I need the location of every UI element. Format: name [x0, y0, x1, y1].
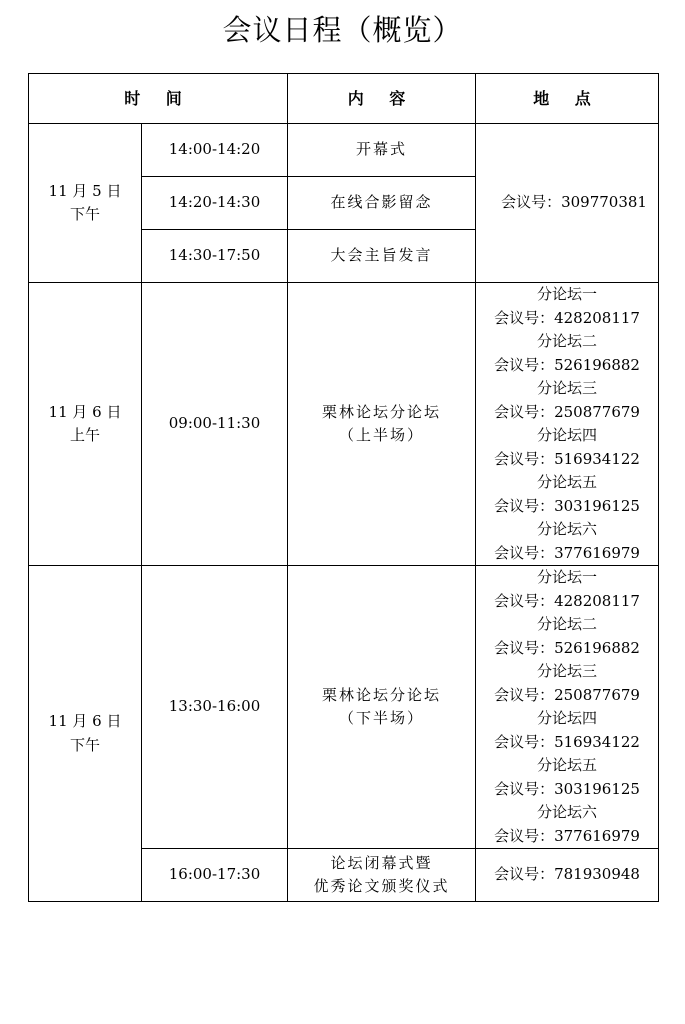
- table-header-row: [29, 74, 659, 124]
- forum-name: 分论坛四: [537, 426, 598, 444]
- date-label: 11 月 6 日: [48, 712, 122, 730]
- time-cell: 09:00-11:30: [142, 283, 288, 566]
- venue-cell-closing: 会议号：781930948: [476, 849, 659, 902]
- period-label: 上午: [69, 426, 100, 444]
- forum-name: 分论坛三: [537, 662, 598, 680]
- period-label: 下午: [69, 205, 100, 223]
- meeting-code: 会议号：303196125: [494, 496, 640, 515]
- forum-name: 分论坛五: [537, 756, 598, 774]
- content-cell: [288, 283, 476, 566]
- content-line: 栗林论坛分论坛: [322, 402, 442, 421]
- content-cell: 大会主旨发言: [288, 230, 476, 283]
- meeting-code: 会议号：428208117: [494, 591, 640, 610]
- content-cell: 在线合影留念: [288, 177, 476, 230]
- time-cell: 14:20-14:30: [142, 177, 288, 230]
- content-cell: 开幕式: [288, 124, 476, 177]
- date-cell-day2-am: [29, 283, 142, 566]
- meeting-code: 会议号：428208117: [494, 308, 640, 327]
- venue-list-am: [476, 283, 659, 566]
- meeting-code: 会议号：526196882: [494, 355, 640, 374]
- forum-name: 分论坛六: [537, 520, 598, 538]
- content-cell: [288, 566, 476, 849]
- time-cell: 14:30-17:50: [142, 230, 288, 283]
- venue-cell-day1: 会议号：309770381: [476, 124, 659, 283]
- table-row: [29, 283, 659, 566]
- forum-name: 分论坛二: [537, 332, 598, 350]
- meeting-code: 会议号：516934122: [494, 732, 640, 751]
- meeting-code: 会议号：303196125: [494, 779, 640, 798]
- period-label: 下午: [69, 735, 100, 754]
- meeting-code: 会议号：526196882: [494, 638, 640, 657]
- forum-name: 分论坛三: [537, 379, 598, 397]
- table-row: [29, 566, 659, 849]
- content-line: （上半场）: [339, 426, 425, 444]
- forum-name: 分论坛一: [537, 568, 598, 586]
- forum-name: 分论坛四: [537, 709, 598, 727]
- meeting-code: 会议号：377616979: [494, 826, 640, 845]
- schedule-table: [28, 73, 659, 902]
- content-line: 优秀论文颁奖仪式: [313, 877, 450, 895]
- venue-list-pm: [476, 566, 659, 849]
- content-line: （下半场）: [339, 709, 425, 727]
- forum-name: 分论坛二: [537, 615, 598, 633]
- forum-name: 分论坛一: [537, 285, 598, 303]
- meeting-code: 会议号：377616979: [494, 543, 640, 562]
- content-cell: [288, 849, 476, 902]
- meeting-code: 会议号：516934122: [494, 449, 640, 468]
- date-label: 11 月 6 日: [48, 402, 122, 421]
- header-venue: 地 点: [476, 74, 659, 124]
- content-line: 栗林论坛分论坛: [322, 685, 442, 704]
- page-title: 会议日程（概览）: [222, 13, 463, 47]
- date-label: 11 月 5 日: [48, 181, 122, 200]
- content-line: 论坛闭幕式暨: [330, 853, 433, 872]
- meeting-code: 会议号：250877679: [494, 402, 640, 421]
- header-time: 时 间: [29, 74, 288, 124]
- time-cell: 16:00-17:30: [142, 849, 288, 902]
- table-row: [29, 124, 659, 177]
- date-cell-day2-pm: [29, 566, 142, 902]
- forum-name: 分论坛五: [537, 473, 598, 491]
- header-content: 内 容: [288, 74, 476, 124]
- meeting-code: 会议号：250877679: [494, 685, 640, 704]
- date-cell-day1: [29, 124, 142, 283]
- forum-name: 分论坛六: [537, 803, 598, 821]
- time-cell: 14:00-14:20: [142, 124, 288, 177]
- time-cell: 13:30-16:00: [142, 566, 288, 849]
